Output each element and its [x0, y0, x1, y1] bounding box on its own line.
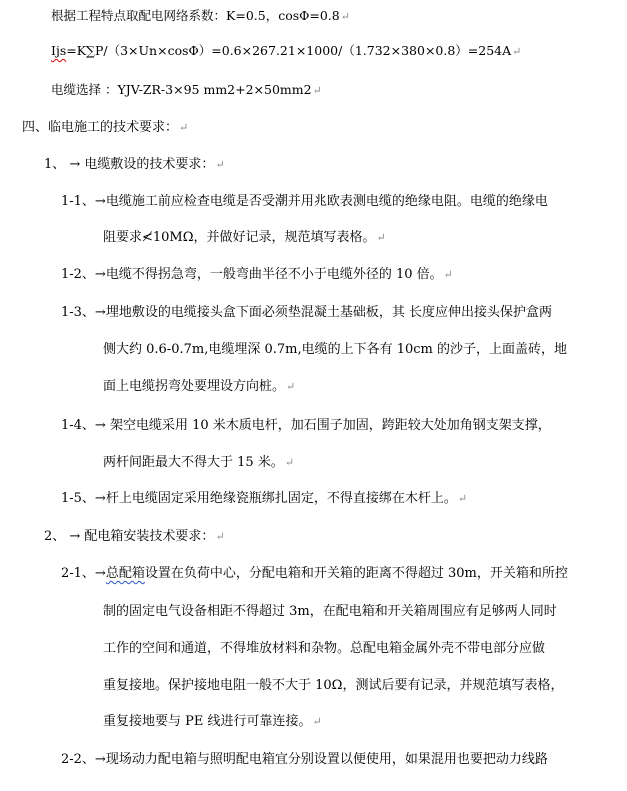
item-2-1-line-2: 制的固定电气设备相距不得超过 3m，在配电箱和开关箱周围应有足够两人同时 — [103, 604, 557, 619]
formula-symbol: Ijs — [51, 43, 67, 58]
paragraph-mark-icon: ↵ — [443, 268, 453, 281]
paragraph-mark-icon: ↵ — [457, 492, 468, 505]
paragraph-mark-icon: ↵ — [512, 45, 522, 58]
item-1-1-line-1: 1-1、→电缆施工前应检查电缆是否受潮并用兆欧表测电缆的绝缘电阻。电缆的绝缘电 — [61, 194, 548, 209]
cable-selection-line: 电缆选择 ：YJV-ZR-3×95 mm2+2×50mm2↵ — [51, 82, 322, 97]
paragraph-mark-icon: ↵ — [340, 10, 350, 23]
coefficient-line: 根据工程特点取配电网络系数：K=0.5，cosΦ=0.8↵ — [51, 8, 350, 23]
current-formula-line: Ijs=K∑P/（3×Un×cosΦ）=0.6×267.21×1000/（1.732×380×0.8）=254A↵ — [51, 43, 522, 58]
item-2-1-line-1: 2-1、→总配箱设置在负荷中心，分配电箱和开关箱的距离不得超过 30m，开关箱和所控 — [61, 566, 568, 581]
subheading-cable-laying: 1、 → 电缆敷设的技术要求：↵ — [44, 157, 225, 172]
subheading-distribution-box: 2、 → 配电箱安装技术要求：↵ — [44, 529, 225, 544]
item-2-2-line-1: 2-2、→现场动力配电箱与照明配电箱宜分别设置以便使用，如果混用也要把动力线路 — [61, 752, 548, 767]
item-1-5: 1-5、→杆上电缆固定采用绝缘瓷瓶绑扎固定，不得直接绑在木杆上。↵ — [61, 491, 468, 506]
item-2-1-line-4: 重复接地。保护接地电阻一般不大于 10Ω，测试后要有记录，并规范填写表格， — [103, 678, 564, 693]
item-1-3-line-2: 侧大约 0.6-0.7m,电缆埋深 0.7m,电缆的上下各有 10cm 的沙子，上面盖砖，地 — [103, 342, 568, 357]
paragraph-mark-icon: ↵ — [312, 84, 322, 97]
paragraph-mark-icon: ↵ — [376, 231, 386, 244]
paragraph-mark-icon: ↵ — [312, 715, 322, 728]
paragraph-mark-icon: ↵ — [284, 456, 295, 469]
section-heading-4: 四、临电施工的技术要求：↵ — [22, 120, 189, 135]
paragraph-mark-icon: ↵ — [286, 380, 296, 393]
item-1-3-line-3: 面上电缆拐弯处要埋设方向桩。↵ — [103, 379, 296, 394]
paragraph-mark-icon: ↵ — [179, 121, 189, 134]
paragraph-mark-icon: ↵ — [215, 158, 225, 171]
item-1-4-line-1: 1-4、→ 架空电缆采用 10 米木质电杆，加石围子加固，跨距较大处加角钢支架支撑， — [61, 418, 551, 433]
item-1-4-line-2: 两杆间距最大不得大于 15 米。↵ — [103, 455, 295, 470]
item-1-1-line-2: 阻要求≮10MΩ，并做好记录，规范填写表格。↵ — [103, 230, 386, 245]
paragraph-mark-icon: ↵ — [215, 530, 225, 543]
item-2-1-line-5: 重复接地要与 PE 线进行可靠连接。↵ — [103, 714, 322, 729]
underlined-term: 总配箱 — [105, 566, 145, 581]
item-2-1-line-3: 工作的空间和通道，不得堆放材料和杂物。总配电箱金属外壳不带电部分应做 — [103, 641, 546, 656]
item-1-3-line-1: 1-3、→埋地敷设的电缆接头盒下面必须垫混凝土基础板，其 长度应伸出接头保护盒两 — [61, 305, 552, 320]
item-1-2: 1-2、→电缆不得拐急弯，一般弯曲半径不小于电缆外径的 10 倍。↵ — [61, 267, 453, 282]
